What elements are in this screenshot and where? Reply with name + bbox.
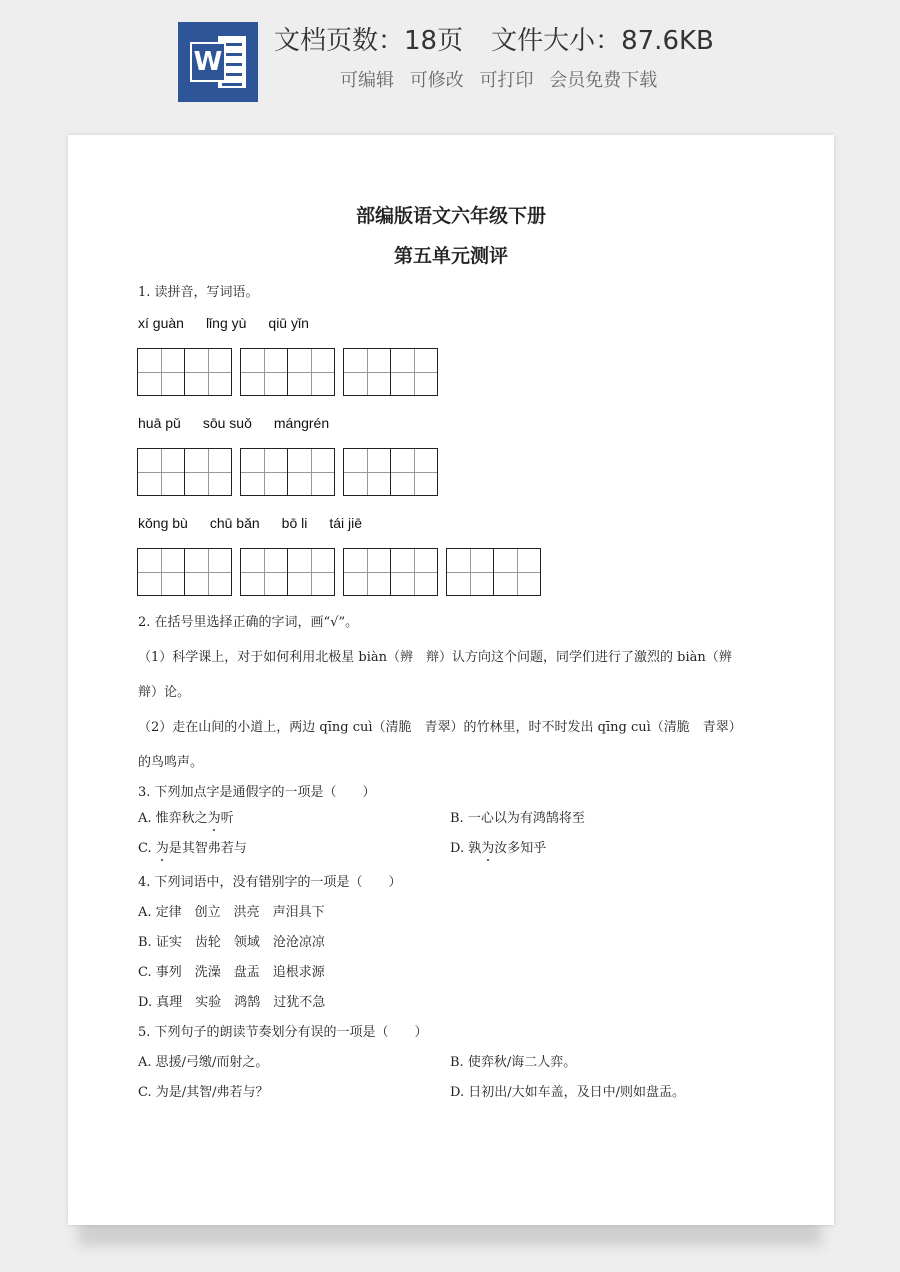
q2-sentence-2-cont: 的鸟鸣声。 — [138, 755, 204, 770]
dotted-char: 为 — [207, 811, 221, 826]
pinyin-row-1 — [138, 315, 331, 331]
writing-grid-row-1 — [137, 348, 446, 396]
pinyin: mángrén — [273, 415, 330, 431]
pinyin: qiū yǐn — [268, 315, 309, 331]
pinyin: chū bǎn — [209, 515, 260, 531]
answer-box[interactable] — [343, 548, 438, 596]
q4-option-a[interactable]: A. 定律 创立 洪亮 声泪具下 — [138, 905, 325, 920]
q4-option-b[interactable]: B. 证实 齿轮 领域 沧沧凉凉 — [138, 935, 325, 950]
q2-sentence-1-cont: 辩）论。 — [138, 685, 191, 700]
option-text: 是其智弗若与 — [168, 841, 247, 856]
pinyin: lǐng yù — [205, 315, 247, 331]
page-count: 文档页数：18页 — [274, 26, 464, 56]
doc-subtitle: 第五单元测评 — [393, 245, 508, 267]
dotted-char: 为 — [481, 841, 495, 856]
writing-grid-row-3 — [137, 548, 549, 596]
q5-option-d[interactable]: D. 日初出/大如车盖，及日中/则如盘盂。 — [450, 1085, 685, 1100]
header-title — [274, 20, 742, 57]
doc-title: 部编版语文六年级下册 — [355, 205, 546, 227]
feature-list — [340, 66, 667, 92]
writing-grid-row-2 — [137, 448, 446, 496]
q3-option-b[interactable]: B. 一心以为有鸿鹄将至 — [450, 811, 585, 826]
q2-sentence-1: （1）科学课上，对于如何利用北极星 biàn（辨 辩）认方向这个问题，同学们进行了激烈的 biàn（辨 — [138, 650, 732, 665]
q2-sentence-2: （2）走在山间的小道上，两边 qīng cuì（清脆 青翠）的竹林里，时不时发出 qīng cuì（清脆 青翠） — [138, 720, 742, 735]
option-text: A. 惟弈秋之 — [138, 811, 208, 826]
pinyin: huā pǔ — [138, 415, 181, 431]
file-size: 文件大小：87.6KB — [491, 26, 714, 56]
answer-box[interactable] — [343, 348, 438, 396]
answer-box[interactable] — [240, 548, 335, 596]
answer-box[interactable] — [240, 448, 335, 496]
q5-option-c[interactable]: C. 为是/其智/弗若与？ — [138, 1085, 269, 1100]
answer-box[interactable] — [137, 548, 232, 596]
q1-prompt: 1. 读拼音，写词语。 — [138, 285, 259, 300]
option-text: 汝多知乎 — [494, 841, 547, 856]
answer-box[interactable] — [446, 548, 541, 596]
download-header — [0, 0, 900, 120]
q4-option-d[interactable]: D. 真理 实验 鸿鹄 过犹不急 — [138, 995, 326, 1010]
answer-box[interactable] — [240, 348, 335, 396]
option-text: C. — [138, 841, 156, 856]
feature-member-download: 会员免费下载 — [549, 70, 658, 91]
q3-option-c[interactable] — [138, 837, 247, 856]
option-text: 听 — [220, 811, 234, 826]
answer-box[interactable] — [137, 348, 232, 396]
q3-option-d[interactable] — [450, 837, 546, 856]
feature-modifiable: 可修改 — [409, 70, 464, 91]
word-logo-letter: W — [190, 42, 226, 82]
pinyin: bō li — [281, 515, 308, 531]
dotted-char: 为 — [155, 841, 169, 856]
q3-option-a[interactable] — [138, 807, 234, 826]
feature-printable: 可打印 — [479, 70, 534, 91]
q5-option-b[interactable]: B. 使弈秋/诲二人弈。 — [450, 1055, 577, 1070]
q4-option-c[interactable]: C. 事列 洗澡 盘盂 追根求源 — [138, 965, 325, 980]
pinyin: xí guàn — [138, 315, 184, 331]
pinyin: kǒng bù — [138, 515, 188, 531]
q5-prompt: 5. 下列句子的朗读节奏划分有误的一项是（ ） — [138, 1025, 428, 1040]
answer-box[interactable] — [137, 448, 232, 496]
answer-box[interactable] — [343, 448, 438, 496]
feature-editable: 可编辑 — [340, 70, 394, 91]
word-logo-icon — [178, 22, 258, 102]
q2-prompt: 2. 在括号里选择正确的字词，画“√”。 — [138, 615, 359, 630]
pinyin-row-3 — [138, 515, 384, 531]
option-text: D. 孰 — [450, 841, 482, 856]
pinyin: tái jiē — [329, 515, 363, 531]
q5-option-a[interactable]: A. 思援/弓缴/而射之。 — [138, 1055, 269, 1070]
document-page — [68, 135, 834, 1225]
pinyin: sōu suǒ — [202, 415, 252, 431]
pinyin-row-2 — [138, 415, 351, 431]
q3-prompt: 3. 下列加点字是通假字的一项是（ ） — [138, 785, 376, 800]
q4-prompt: 4. 下列词语中，没有错别字的一项是（ ） — [138, 875, 402, 890]
